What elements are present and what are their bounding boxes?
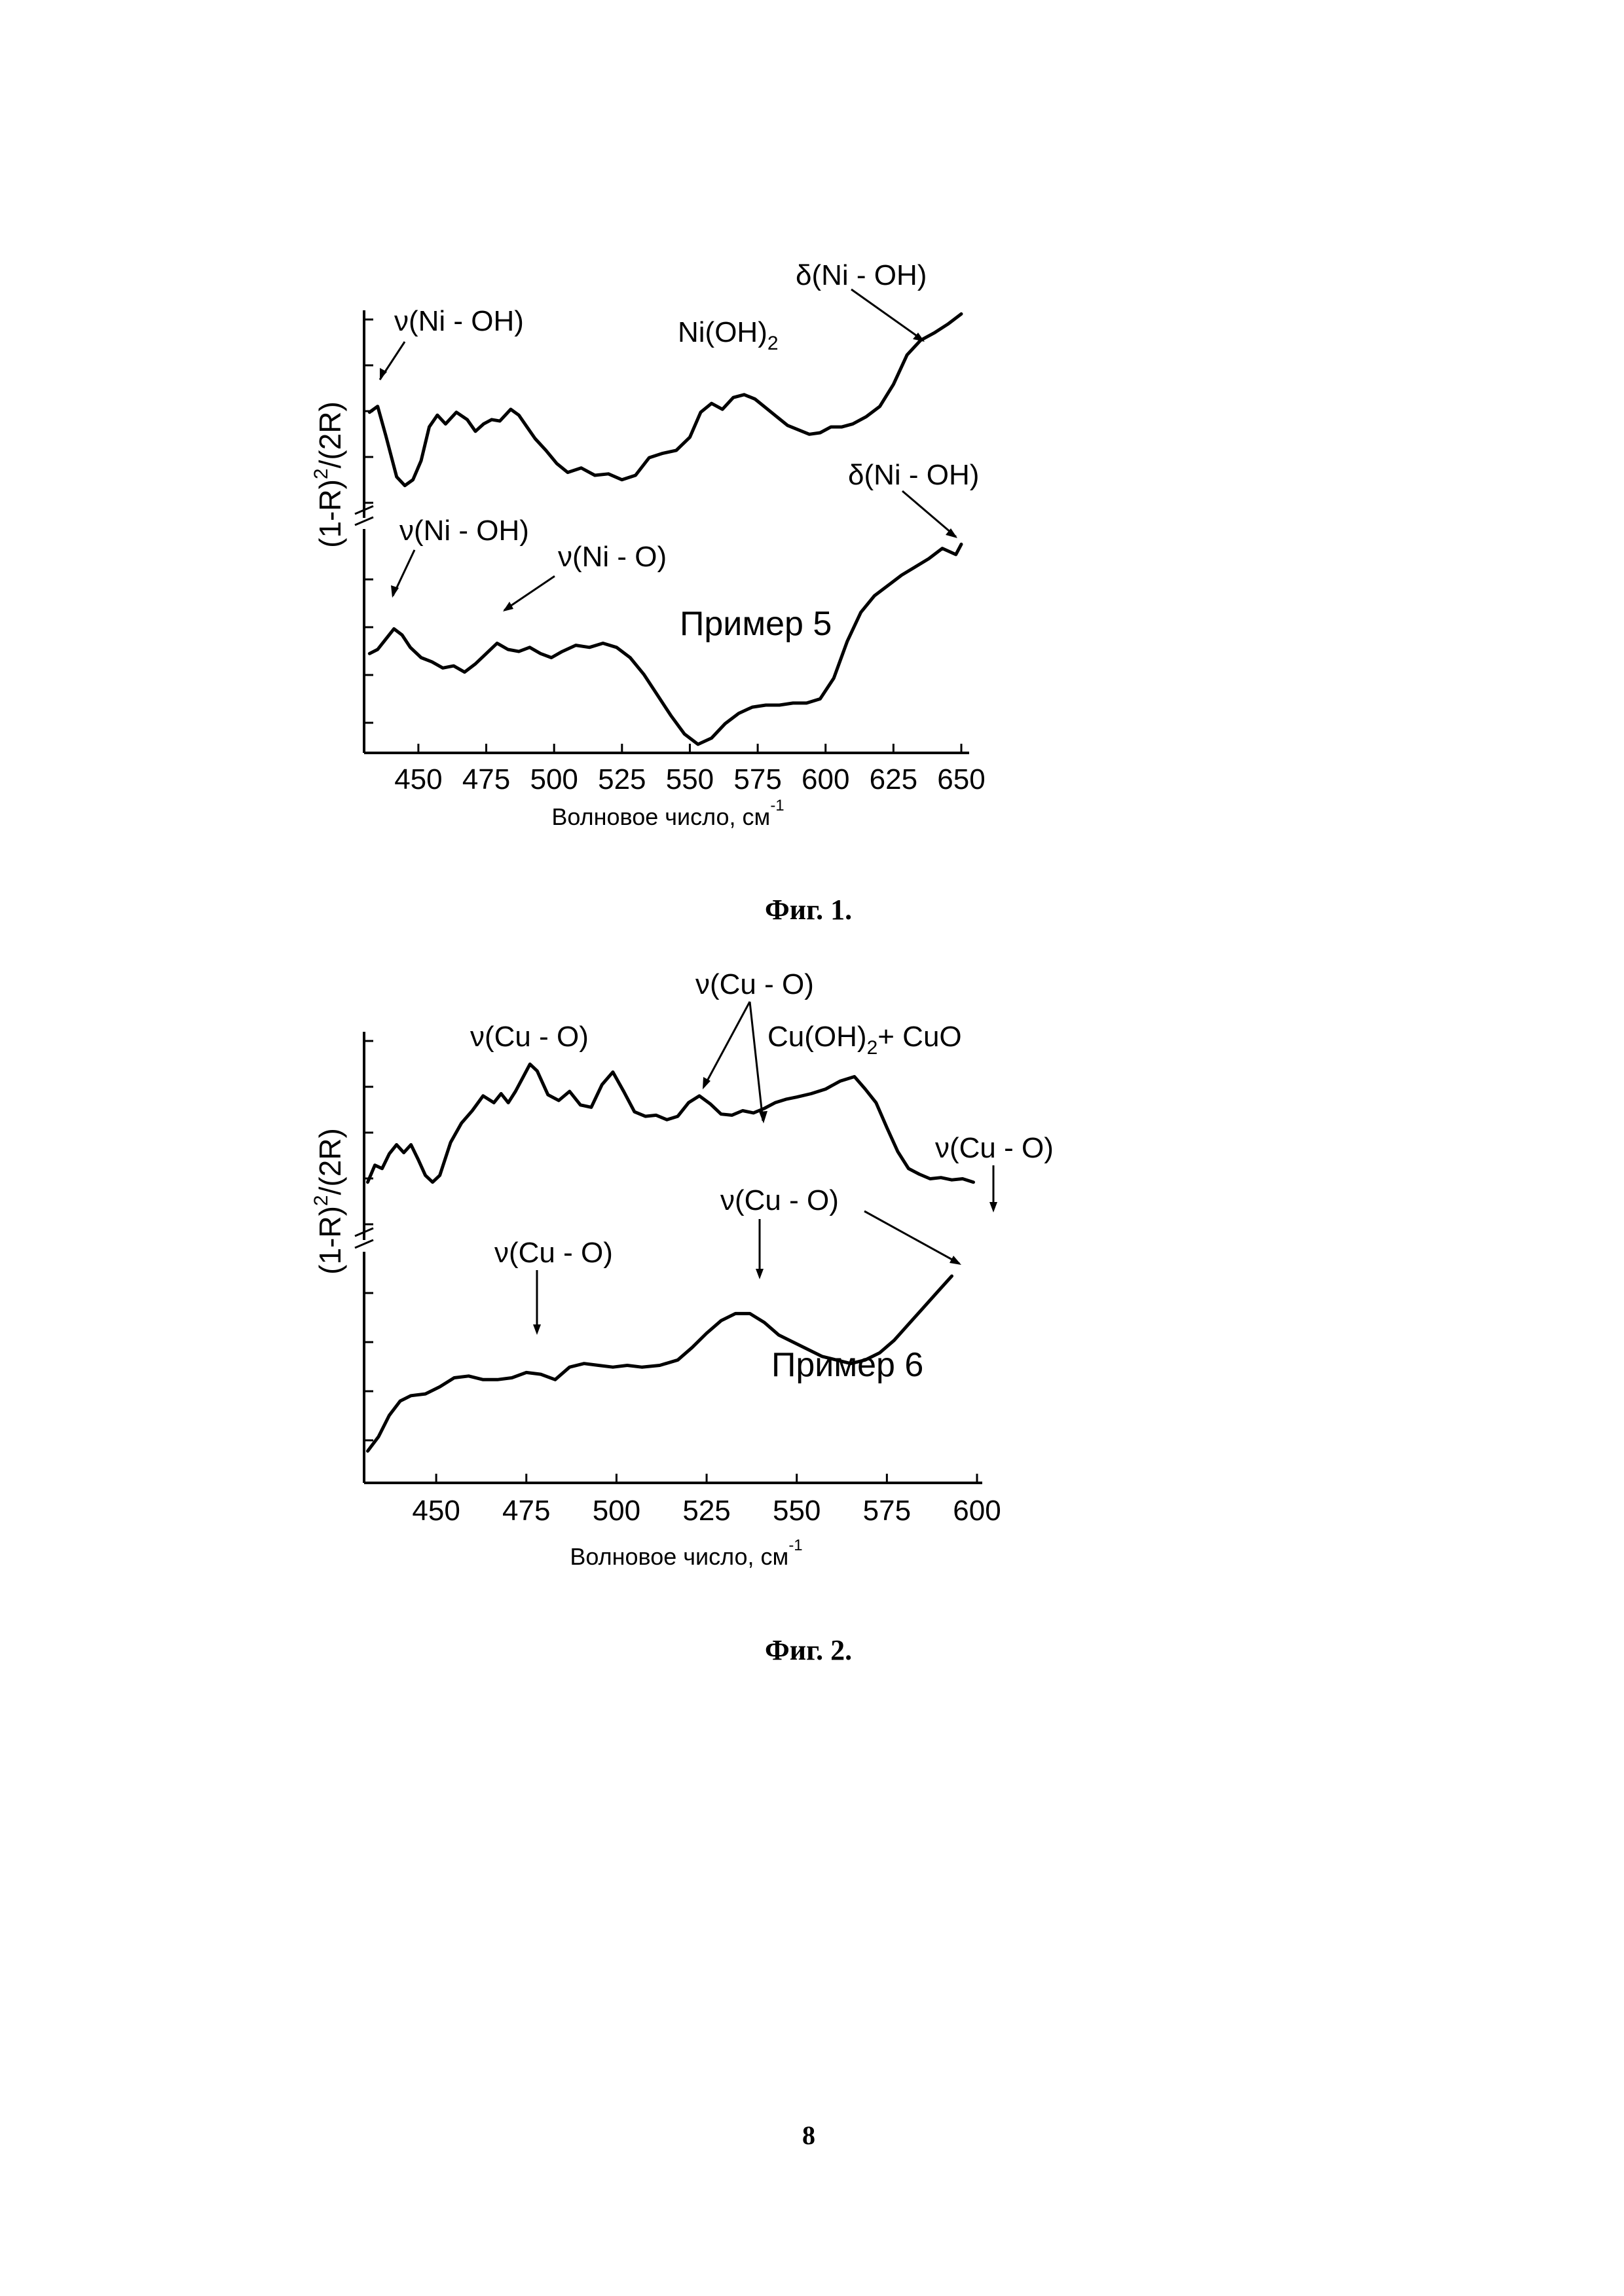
figure-1-caption: Фиг. 1.: [765, 894, 853, 926]
x-tick-label: 475: [462, 763, 511, 795]
figure-2-chart: [275, 949, 1126, 1591]
sample-label-primer-5: Пример 5: [680, 605, 832, 643]
annotation-cuoh2-cuo: $Cu(OH)_2+$ CuO: [767, 1021, 962, 1059]
annotation-arrow: [704, 1002, 750, 1087]
x-tick-label: 600: [953, 1495, 1001, 1527]
x-axis-ticks: [418, 744, 961, 753]
x-tick-label: 575: [862, 1495, 912, 1527]
x-tick-label: 575: [733, 763, 782, 795]
annotation-nioh2: $Ni(OH)_2$: [678, 316, 779, 354]
figure-2-series: [368, 1064, 974, 1451]
annotation-nu-cu-o-bottom-mid: ν(Cu - O): [720, 1184, 839, 1216]
annotation-arrow: [902, 491, 956, 537]
annotation-nu-ni-oh-top: ν(Ni - OH): [394, 305, 524, 337]
x-tick-label: 525: [682, 1495, 731, 1527]
x-tick-label: 450: [394, 763, 443, 795]
x-tick-label: 600: [802, 763, 850, 795]
figure-1-axes: [355, 310, 986, 795]
x-tick-label: 550: [665, 763, 714, 795]
arrowhead: [756, 1269, 764, 1279]
x-tick-label: 475: [502, 1495, 551, 1527]
annotation-nu-ni-o-bottom: ν(Ni - O): [558, 541, 667, 573]
x-tick-label: 550: [772, 1495, 821, 1527]
x-tick-label: 500: [530, 763, 578, 795]
x-axis-tick-labels: [394, 763, 986, 795]
x-axis-label: Волновое число, $см^{-1}$: [570, 1537, 803, 1570]
figure-1-chart: [275, 249, 1094, 871]
x-tick-label: 525: [598, 763, 646, 795]
annotation-nu-cu-o-right: ν(Cu - O): [935, 1132, 1054, 1164]
annotation-nu-ni-oh-bottom: ν(Ni - OH): [399, 515, 529, 547]
x-axis-tick-labels: [412, 1495, 1001, 1527]
figure-2-axes: [355, 1032, 1001, 1527]
arrowhead: [950, 1256, 961, 1265]
annotation-arrow: [504, 576, 555, 610]
annotation-arrow: [851, 289, 923, 340]
spectrum-line-upper: [368, 1064, 974, 1182]
arrowhead: [533, 1324, 541, 1335]
x-axis-label: Волновое число, $см^{-1}$: [551, 797, 784, 830]
arrowhead: [989, 1202, 997, 1212]
x-tick-label: 450: [412, 1495, 460, 1527]
y-axis-label: $(1-R)^2/(2R)$: [310, 401, 347, 548]
annotation-nu-cu-o-mid: ν(Cu - O): [695, 968, 814, 1000]
arrowhead: [503, 602, 513, 611]
y-axis-label: $(1-R)^2/(2R)$: [310, 1128, 347, 1275]
x-axis-ticks: [436, 1474, 977, 1483]
annotation-nu-cu-o-left: ν(Cu - O): [470, 1021, 589, 1053]
x-tick-label: 500: [592, 1495, 641, 1527]
x-tick-label: 650: [937, 763, 986, 795]
arrowhead: [759, 1111, 767, 1123]
annotation-arrow: [750, 1002, 763, 1121]
sample-label-primer-6: Пример 6: [771, 1346, 924, 1384]
annotation-delta-ni-oh-top: δ(Ni - OH): [796, 259, 927, 291]
spectrum-line-lower: [369, 544, 961, 744]
annotation-nu-cu-o-bottom-left: ν(Cu - O): [494, 1237, 613, 1269]
annotation-arrow: [864, 1211, 959, 1264]
figure-2-caption: Фиг. 2.: [765, 1634, 853, 1666]
page-number: 8: [802, 2121, 815, 2150]
x-tick-label: 625: [869, 763, 918, 795]
annotation-delta-ni-oh-bottom: δ(Ni - OH): [848, 459, 980, 491]
